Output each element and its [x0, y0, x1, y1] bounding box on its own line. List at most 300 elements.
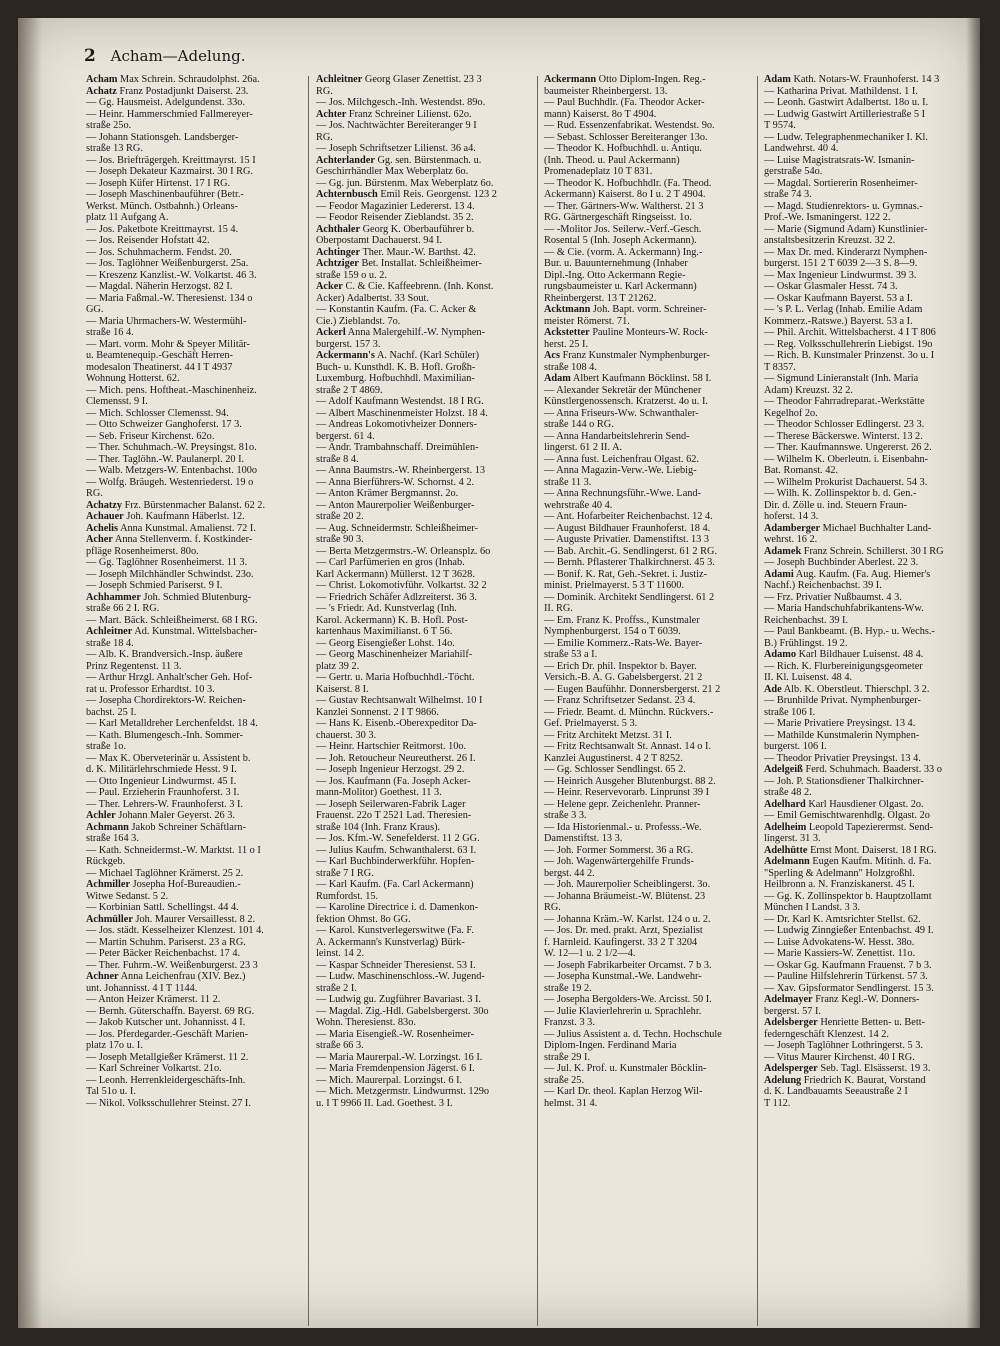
directory-entry — [764, 833, 974, 845]
directory-entry — [86, 431, 296, 443]
surname-heading: Adelmann — [764, 856, 810, 867]
directory-entry — [544, 442, 754, 454]
directory-entry-surname — [764, 569, 974, 581]
entry-text: Bat. Romanst. 42. — [764, 465, 839, 476]
surname-heading: Achternbusch — [316, 189, 378, 200]
entry-text: Max Schrein. Schraudolphst. 26a. — [120, 74, 260, 85]
directory-entry — [86, 201, 296, 213]
directory-entry — [764, 615, 974, 627]
directory-entry — [764, 971, 974, 983]
directory-entry — [544, 891, 754, 903]
entry-text: — Ida Historienmal.- u. Professs.-We. — [544, 821, 702, 833]
directory-entry — [86, 672, 296, 684]
surname-heading: Achter — [316, 108, 347, 120]
directory-entry — [86, 350, 296, 362]
entry-text: — Joseph Schriftsetzer Lilienst. 36 a4. — [316, 143, 476, 154]
surname-heading: Achmann — [86, 821, 129, 833]
directory-entry-surname — [86, 86, 296, 98]
directory-entry — [544, 661, 754, 673]
surname-heading: Adelung — [764, 1074, 802, 1086]
entry-text: — Martin Schuhm. Pariserst. 23 a RG. — [86, 936, 246, 948]
column-4 — [764, 74, 974, 1109]
entry-text: — Theodor K. Hofbuchhdlr. (Fa. Theod. — [544, 177, 712, 189]
entry-text: — Dominik. Architekt Sendlingerst. 61 2 — [544, 591, 715, 603]
directory-entry — [544, 626, 754, 638]
directory-entry — [544, 1098, 754, 1110]
directory-entry — [86, 247, 296, 259]
directory-entry — [86, 937, 296, 949]
directory-entry — [544, 856, 754, 868]
entry-text: Frz. Bürstenmacher Balanst. 62 2. — [124, 499, 266, 511]
entry-text: Nymphenburgerst. 154 o T 6039. — [544, 626, 681, 637]
directory-entry — [544, 132, 754, 144]
entry-text: rat u. Professor Erhardtst. 10 3. — [86, 683, 215, 695]
directory-entry — [316, 661, 526, 673]
directory-entry — [316, 925, 526, 937]
entry-text: bergerst. 61 4. — [316, 430, 375, 442]
entry-text: Aug. Kaufm. (Fa. Aug. Hiemer's — [795, 568, 931, 580]
entry-text: — Auguste Privatier. Damenstiftst. 13 3 — [544, 534, 710, 545]
directory-entry — [544, 960, 754, 972]
entry-text: — Luise Magistratsrats-W. Ismanin- — [764, 154, 915, 166]
entry-text: — Magdal. Sortiererin Rosenheimer- — [764, 177, 918, 189]
entry-text: — Ludwig Gastwirt Artilleriestraße 5 I — [764, 108, 925, 120]
entry-text: — Arthur Hrzgl. Anhalt'scher Geh. Hof- — [86, 672, 253, 683]
entry-text: — Christ. Lokomotivführ. Volkartst. 32 2 — [316, 580, 487, 591]
entry-text: pfläge Rosenheimerst. 80o. — [86, 545, 199, 557]
directory-entry — [544, 189, 754, 201]
directory-entry — [316, 1063, 526, 1075]
directory-entry — [316, 741, 526, 753]
directory-entry — [764, 718, 974, 730]
directory-entry — [316, 1075, 526, 1087]
directory-entry — [86, 258, 296, 270]
entry-text: — Friedr. Beamt. d. Münchn. Rückvers.- — [544, 706, 714, 718]
entry-text: — Konstantin Kaufm. (Fa. C. Acker & — [316, 304, 477, 315]
directory-entry — [86, 569, 296, 581]
surname-heading: Adelmayer — [764, 994, 813, 1005]
entry-text: — Seb. Friseur Kirchenst. 62o. — [86, 430, 215, 442]
surname-heading: Achhammer — [86, 591, 141, 603]
entry-text: C. & Cie. Kaffeebrenn. (Inh. Konst. — [345, 281, 494, 292]
directory-entry — [316, 569, 526, 581]
directory-entry — [764, 592, 974, 604]
entry-text: — Joseph Dekateur Kazmairst. 30 I RG. — [86, 166, 253, 177]
directory-entry — [316, 1098, 526, 1110]
entry-text: — Max Ingenieur Lindwurmst. 39 3. — [764, 269, 917, 281]
surname-heading: Adamo — [764, 649, 797, 660]
directory-entry — [316, 787, 526, 799]
entry-text: Reichenbachst. 39 I. — [764, 614, 849, 626]
directory-entry — [764, 327, 974, 339]
directory-entry — [316, 822, 526, 834]
entry-text: Promenadeplatz 10 T 831. — [544, 166, 653, 177]
entry-text: — Theodor K. Hofbuchhdl. u. Antiqu. — [544, 143, 702, 154]
entry-text: chauerst. 30 3. — [316, 729, 377, 741]
surname-heading: Achmiller — [86, 879, 131, 890]
directory-entry — [86, 741, 296, 753]
directory-entry — [316, 707, 526, 719]
directory-entry — [544, 1040, 754, 1052]
directory-entry — [316, 672, 526, 684]
entry-text: Frauenst. 22o T 2521 Lad. Theresien- — [316, 810, 472, 821]
directory-entry — [316, 408, 526, 420]
directory-entry — [764, 925, 974, 937]
surname-heading: Achler — [86, 810, 116, 821]
directory-entry — [544, 649, 754, 661]
directory-entry — [544, 385, 754, 397]
entry-text: — Bernh. Güterschaffn. Bayerst. 69 RG. — [86, 1005, 255, 1017]
directory-entry — [764, 500, 974, 512]
entry-text: — Wolfg. Bräugeh. Westenriederst. 19 o — [86, 476, 254, 488]
entry-text: u. I T 9966 II. Lad. Goethest. 3 I. — [316, 1097, 453, 1109]
entry-text: — Eugen Baufühhr. Donnersbergerst. 21 2 — [544, 683, 721, 695]
directory-entry — [316, 776, 526, 788]
directory-entry — [544, 845, 754, 857]
directory-entry — [316, 235, 526, 247]
entry-text: mann) Kaiserst. 8o T 4904. — [544, 108, 657, 120]
directory-entry-surname — [764, 546, 974, 558]
directory-entry — [544, 994, 754, 1006]
entry-text: u. Beamtenequip.-Geschäft Herren- — [86, 350, 233, 361]
directory-entry — [764, 339, 974, 351]
directory-entry-surname — [86, 879, 296, 891]
entry-text: W. 12—1 u. 2 1/2—4. — [544, 948, 636, 959]
directory-entry — [316, 454, 526, 466]
directory-entry-surname — [316, 155, 526, 167]
entry-text: RG. — [86, 488, 103, 499]
directory-entry — [764, 707, 974, 719]
entry-text: Anna Stellenverm. f. Kostkinder- — [114, 534, 253, 545]
surname-heading: Adelgeiß — [764, 764, 803, 775]
directory-entry — [316, 86, 526, 98]
directory-entry — [316, 442, 526, 454]
entry-text: — Ther. Gärtners-Ww. Waltherst. 21 3 — [544, 200, 704, 212]
directory-entry — [316, 212, 526, 224]
directory-entry — [316, 1017, 526, 1029]
entry-text: platz 17o u. I. — [86, 1040, 143, 1051]
directory-entry-surname — [316, 189, 526, 201]
entry-text: straße 20 2. — [316, 511, 364, 522]
directory-entry — [316, 638, 526, 650]
directory-entry — [544, 580, 754, 592]
directory-entry — [544, 120, 754, 132]
directory-entry — [86, 649, 296, 661]
directory-entry — [764, 465, 974, 477]
entry-text: d. K. Militärlehrschmiede Hesst. 9 I. — [86, 764, 237, 775]
entry-text: — Emil Gemischtwarenhdlg. Olgast. 2o — [764, 810, 930, 821]
directory-entry-surname — [764, 822, 974, 834]
directory-entry — [764, 672, 974, 684]
directory-entry — [764, 891, 974, 903]
entry-text: Josepha Hof-Bureaudien.- — [132, 879, 241, 890]
directory-entry — [764, 776, 974, 788]
directory-entry — [316, 603, 526, 615]
entry-text: Dipl.-Ing. Otto Ackermann Regie- — [544, 269, 686, 281]
entry-text: — Theodor Schlosser Edlingerst. 23 3. — [764, 419, 925, 430]
entry-text: — Helene gepr. Zeichenlehr. Pranner- — [544, 798, 701, 810]
entry-text: federngeschäft Klenzest. 14 2. — [764, 1028, 889, 1040]
entry-text: Karol. Ackermann) K. B. Hofl. Post- — [316, 614, 468, 626]
entry-text: — Emilie Kommerz.-Rats-We. Bayer- — [544, 637, 703, 649]
directory-entry — [316, 615, 526, 627]
entry-text: straße 25o. — [86, 120, 132, 131]
entry-text: — Karl Kaufm. (Fa. Carl Ackermann) — [316, 879, 474, 890]
entry-text: — Vitus Maurer Kirchenst. 40 I RG. — [764, 1051, 915, 1063]
entry-text: Georg K. Oberbauführer b. — [362, 223, 475, 235]
directory-entry-surname — [316, 281, 526, 293]
entry-text: — Georg Eisengießer Lohst. 14o. — [316, 637, 455, 649]
entry-text: — Gg. Hausmeist. Adelgundenst. 33o. — [86, 97, 246, 108]
entry-text: wehrstraße 40 4. — [544, 499, 613, 511]
entry-text: Franz Kunstmaler Nymphenburger- — [562, 350, 710, 361]
directory-entry — [86, 408, 296, 420]
entry-text: straße 29 I. — [544, 1051, 591, 1063]
directory-entry — [544, 1063, 754, 1075]
directory-entry — [764, 143, 974, 155]
entry-text: — Kaspar Schneider Theresienst. 53 I. — [316, 959, 476, 971]
entry-text: — Gg. K. Zollinspektor b. Hauptzollamt — [764, 890, 932, 902]
entry-text: Acker) Adalbertst. 33 Sout. — [316, 292, 429, 304]
directory-entry — [764, 258, 974, 270]
directory-entry — [764, 408, 974, 420]
directory-entry — [316, 626, 526, 638]
entry-text: unt. Johannisst. 4 I T 1144. — [86, 982, 198, 994]
entry-text: — Anna Friseurs-Ww. Schwanthaler- — [544, 407, 699, 419]
entry-text: helmst. 31 4. — [544, 1097, 598, 1109]
surname-heading: Achner — [86, 971, 119, 982]
surname-heading: Ackermann — [544, 74, 597, 85]
surname-heading: Ackerl — [316, 327, 346, 338]
entry-text: — Joseph Seilerwaren-Fabrik Lager — [316, 798, 466, 810]
running-header — [84, 46, 246, 66]
entry-text: — Julius Kaufm. Schwanthalerst. 63 I. — [316, 844, 477, 856]
entry-text: — Ther. Schuhmach.-W. Preysingst. 81o. — [86, 442, 257, 453]
entry-text: Prinz Regentenst. 11 3. — [86, 660, 182, 672]
directory-entry — [86, 1029, 296, 1041]
directory-entry — [86, 546, 296, 558]
directory-entry-surname — [86, 523, 296, 535]
entry-text: Karl Hausdiener Olgast. 2o. — [808, 798, 924, 810]
entry-text: — Frz. Privatier Nußbaumst. 4 3. — [764, 591, 902, 603]
entry-text: — Georg Maschinenheizer Mariahilf- — [316, 649, 473, 660]
directory-entry-surname — [764, 649, 974, 661]
directory-entry — [764, 178, 974, 190]
entry-text: Luxemburg. Hofbuchhdl. Maximilian- — [316, 373, 475, 384]
entry-text: Pauline Monteurs-W. Rock- — [592, 327, 708, 338]
directory-entry — [316, 868, 526, 880]
entry-text: — Jos. Reisender Hofstatt 42. — [86, 235, 210, 246]
entry-text: — Jos. Schuhmacherm. Fendst. 20. — [86, 246, 232, 258]
entry-text: — Max K. Oberveterinär u. Assistent b. — [86, 752, 251, 764]
directory-entry — [86, 580, 296, 592]
directory-entry — [316, 1086, 526, 1098]
entry-text: anstaltsbesitzerin Kreuzst. 32 2. — [764, 235, 896, 246]
directory-entry — [86, 155, 296, 167]
entry-text: — Ther. Fuhrm.-W. Weißenburgerst. 23 3 — [86, 959, 258, 971]
directory-entry — [86, 281, 296, 293]
surname-heading: Acker — [316, 281, 343, 292]
entry-text: Rosental 5 (Inh. Joseph Ackermann). — [544, 235, 697, 246]
entry-text: — Josepha Bergolders-We. Arcisst. 50 I. — [544, 994, 712, 1005]
directory-entry — [86, 960, 296, 972]
entry-text: straße 159 o u. 2. — [316, 269, 387, 281]
entry-text: Anna Kunstmal. Amalienst. 72 I. — [120, 522, 256, 534]
entry-text: Diplom-Ingen. Ferdinand Maria — [544, 1040, 677, 1051]
entry-text: minist. Prielmayerst. 5 3 T 11600. — [544, 580, 684, 591]
directory-entry — [764, 293, 974, 305]
directory-entry — [316, 385, 526, 397]
entry-text: — Alexander Sekretär der Münchener — [544, 384, 702, 396]
directory-entry — [544, 902, 754, 914]
entry-text: straße 66 2 I. RG. — [86, 603, 160, 614]
directory-entry — [316, 511, 526, 523]
directory-entry — [86, 419, 296, 431]
directory-entry — [764, 270, 974, 282]
entry-text: gerstraße 54o. — [764, 166, 823, 177]
directory-entry — [764, 948, 974, 960]
entry-text: — Sigmund Linieranstalt (Inh. Maria — [764, 373, 919, 384]
entry-text: — Ludwig gu. Zugführer Bavariast. 3 I. — [316, 994, 481, 1005]
entry-text: straße 144 o RG. — [544, 419, 614, 430]
entry-text: — Carl Parfümerien en gros (Inhab. — [316, 557, 465, 568]
directory-entry — [544, 684, 754, 696]
entry-text: — Heinr. Hammerschmied Fallmereyer- — [86, 108, 253, 120]
entry-text: straße 106 I. — [764, 706, 816, 718]
surname-heading: Achatzy — [86, 499, 123, 511]
directory-entry — [316, 166, 526, 178]
entry-text: — Aug. Schneidermstr. Schleißheimer- — [316, 522, 478, 534]
surname-heading: Acham — [86, 74, 118, 85]
entry-text: "Sperling & Adelmann" Holzgroßhl. — [764, 867, 915, 879]
directory-entry — [544, 166, 754, 178]
entry-text: — Michael Taglöhner Krämerst. 25 2. — [86, 867, 244, 879]
entry-text: B.) Frühlingst. 19 2. — [764, 637, 848, 649]
entry-text: — Joh. Former Sommerst. 36 a RG. — [544, 844, 694, 856]
entry-text: — Phil. Archit. Wittelsbacherst. 4 I T 806 — [764, 327, 936, 338]
entry-text: Kath. Notars-W. Fraunhoferst. 14 3 — [793, 74, 940, 85]
directory-entry — [764, 488, 974, 500]
entry-text: Seb. Tagl. Elsässerst. 19 3. — [820, 1063, 931, 1074]
directory-entry-surname — [764, 799, 974, 811]
directory-entry — [764, 638, 974, 650]
directory-entry — [86, 224, 296, 236]
directory-entry — [86, 212, 296, 224]
directory-entry — [86, 718, 296, 730]
directory-entry — [764, 730, 974, 742]
entry-text: — Anna Baumstrs.-W. Rheinbergerst. 13 — [316, 465, 486, 476]
entry-text: Rumfordst. 15. — [316, 890, 379, 902]
entry-text: straße 25. — [544, 1074, 585, 1086]
entry-text: — Adolf Kaufmann Westendst. 18 I RG. — [316, 396, 484, 407]
entry-text: — Korbinian Sattl. Schellingst. 44 4. — [86, 902, 239, 913]
entry-text: — Magdal. Näherin Herzogst. 82 I. — [86, 281, 233, 292]
directory-entry — [86, 776, 296, 788]
directory-entry — [86, 316, 296, 328]
directory-entry — [316, 120, 526, 132]
directory-entry — [316, 948, 526, 960]
entry-text: — Rud. Essenzenfabrikat. Westendst. 9o. — [544, 120, 715, 131]
directory-entry-surname — [544, 74, 754, 86]
entry-text: — Albert Maschinenmeister Holzst. 18 4. — [316, 407, 488, 419]
directory-entry-surname — [316, 224, 526, 236]
surname-heading: Ackstetter — [544, 327, 590, 338]
directory-entry — [544, 638, 754, 650]
entry-text: Heilbronn a. N. Franziskanerst. 45 I. — [764, 879, 915, 890]
directory-entry — [544, 546, 754, 558]
directory-entry — [316, 833, 526, 845]
entry-text: — Anna fust. Leichenfrau Olgast. 62. — [544, 453, 699, 465]
directory-entry — [764, 1040, 974, 1052]
entry-text: Franz Postadjunkt Daiserst. 23. — [119, 85, 249, 97]
entry-text: — Heinr. Reservevorarb. Linprunst 39 I — [544, 787, 709, 798]
directory-entry — [764, 661, 974, 673]
entry-text: Joh. Bapt. vorm. Schreiner- — [592, 304, 707, 315]
entry-text: — Theodor Fahrradreparat.-Werkstätte — [764, 396, 925, 407]
entry-text: — Anna Bierführers-W. Schornst. 4 2. — [316, 476, 475, 488]
directory-entry — [544, 293, 754, 305]
entry-text: — Mart. Bäck. Schleißheimerst. 68 I RG. — [86, 614, 258, 626]
directory-entry-surname — [764, 1063, 974, 1075]
entry-text: straße 16 4. — [86, 327, 134, 338]
directory-entry — [316, 764, 526, 776]
entry-text: Bur. u. Bauunternehmung (Inhaber — [544, 258, 688, 269]
entry-text: — Theodor Privatier Preysingst. 13 4. — [764, 752, 921, 764]
entry-text: — Em. Franz K. Proffss., Kunstmaler — [544, 614, 700, 626]
entry-text: platz 11 Aufgang A. — [86, 212, 169, 223]
entry-text: Otto Diplom-Ingen. Reg.- — [598, 74, 706, 85]
directory-entry — [764, 960, 974, 972]
surname-heading: Achleitner — [86, 626, 133, 637]
entry-text: wehrst. 16 2. — [764, 534, 818, 545]
entry-text: Franz Kegl.-W. Donners- — [815, 994, 920, 1005]
directory-entry — [86, 442, 296, 454]
surname-heading: Adamberger — [764, 522, 821, 534]
directory-entry-surname — [86, 592, 296, 604]
surname-heading: Achtinger — [316, 246, 361, 258]
directory-entry — [764, 362, 974, 374]
entry-text: Ad. Kunstmal. Wittelsbacher- — [134, 626, 258, 637]
directory-entry — [86, 1052, 296, 1064]
entry-text: — Nikol. Volksschullehrer Steinst. 27 I. — [86, 1097, 251, 1109]
directory-entry — [316, 339, 526, 351]
directory-entry-surname — [544, 373, 754, 385]
entry-text: baumeister Rheinbergerst. 13. — [544, 85, 668, 97]
directory-entry — [764, 1052, 974, 1064]
entry-text: — Wilhelm K. Oberleutn. i. Eisenbahn- — [764, 453, 929, 465]
entry-text: straße 18 4. — [86, 637, 134, 649]
directory-entry — [316, 546, 526, 558]
directory-entry — [764, 695, 974, 707]
directory-entry — [544, 109, 754, 121]
entry-text: Witwe Sedanst. 5 2. — [86, 890, 169, 902]
directory-entry — [544, 511, 754, 523]
directory-entry — [86, 1040, 296, 1052]
entry-text: — Joseph Ingenieur Herzogst. 29 2. — [316, 764, 465, 775]
surname-heading: Achatz — [86, 85, 117, 97]
directory-entry — [764, 1098, 974, 1110]
surname-heading: Ackermann's — [316, 350, 375, 361]
entry-text: f. Harnleid. Kaufingerst. 33 2 T 3204 — [544, 936, 698, 948]
column-1 — [86, 74, 296, 1109]
directory-entry — [316, 304, 526, 316]
directory-entry — [544, 764, 754, 776]
directory-entry — [86, 856, 296, 868]
entry-text: — Anton Heizer Krämerst. 11 2. — [86, 994, 221, 1005]
entry-text: kartenhaus Maximilianst. 6 T 56. — [316, 626, 453, 637]
entry-text: straße 13 RG. — [86, 143, 143, 154]
directory-entry — [316, 695, 526, 707]
